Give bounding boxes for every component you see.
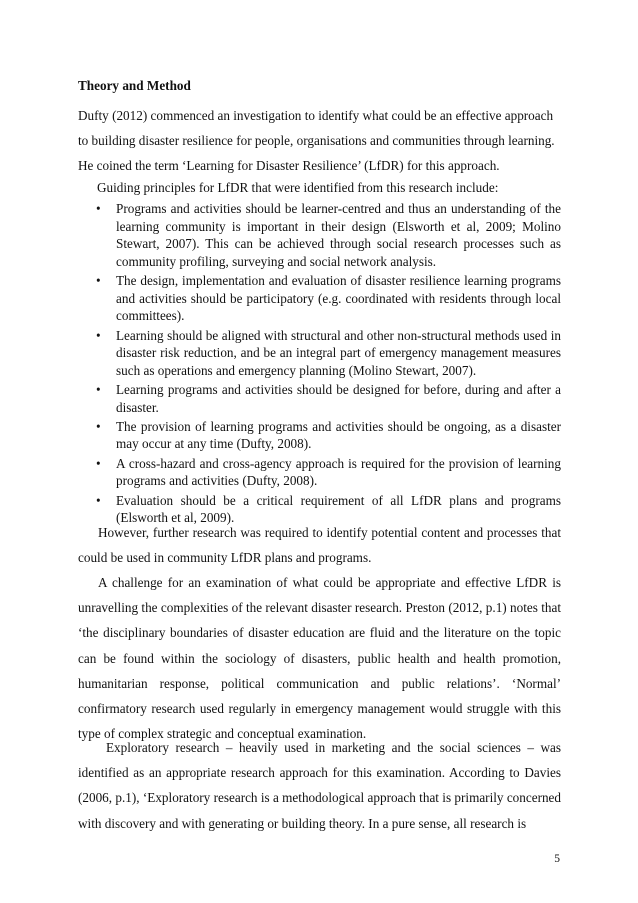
bullet-icon: • bbox=[96, 455, 101, 471]
list-item bbox=[96, 327, 561, 380]
challenge-paragraph: A challenge for an examination of what could be appropriate and effective LfDR is unravelling the complexities of the relevant disaster research. Preston (2012, p.1) notes that ‘the disciplinary boundaries of disaster education are fluid and the literature on the topic can be found within the sociology of disasters, public health and health promotion, humanitarian response, political communication and public relations’. ‘Normal’ confirmatory research used regularly in emergency management would struggle with this type of complex strategic and conceptual examination. bbox=[78, 575, 561, 742]
further-research-paragraph: However, further research was required to identify potential content and processes that could be used in community LfDR plans and programs. bbox=[78, 525, 561, 566]
bullet-icon: • bbox=[96, 418, 101, 434]
bullet-icon: • bbox=[96, 382, 101, 397]
list-item bbox=[96, 418, 561, 453]
intro-paragraph: Dufty (2012) commenced an investigation to identify what could be an effective approach to building disaster resilience for people, organisations and communities through learning. He coined the term ‘Learning for Disaster Resilience’ (LfDR) for this approach. bbox=[78, 108, 555, 174]
list-item-text: Evaluation should be a critical requirement of all LfDR plans and programs (Elsworth et al, 2009). bbox=[116, 492, 561, 526]
list-item-text: Learning programs and activities should be designed for before, during and after a disaster. bbox=[116, 382, 561, 415]
list-item-text: Learning should be aligned with structural and other non-structural methods used in disaster risk reduction, and be an integral part of emergency management measures such as operations and emergency planning (Molino Stewart, 2007). bbox=[116, 327, 561, 378]
section-heading: Theory and Method bbox=[78, 78, 191, 93]
exploratory-research-paragraph: Exploratory research – heavily used in marketing and the social sciences – was identified as an appropriate research approach for this examination. According to Davies (2006, p.1), ‘Exploratory research is a methodological approach that is primarily concerned with discovery and with generating or building theory. In a pure sense, all research is bbox=[78, 740, 561, 831]
list-item bbox=[96, 455, 561, 490]
bullet-icon: • bbox=[96, 327, 101, 343]
list-item bbox=[96, 272, 561, 325]
list-item-text: The provision of learning programs and activities should be ongoing, as a disaster may occur at any time (Dufty, 2008). bbox=[116, 418, 561, 452]
bullet-icon: • bbox=[96, 273, 101, 289]
page-number: 5 bbox=[554, 853, 560, 865]
principles-list bbox=[96, 200, 561, 529]
list-item-text: Programs and activities should be learner-centred and thus an understanding of the learning community is important in their design (Elsworth et al, 2009; Molino Stewart, 2007). This can be achieved through social research processes such as community profiling, surveying and social network analysis. bbox=[116, 201, 561, 269]
list-item bbox=[96, 381, 561, 416]
bullet-icon: • bbox=[96, 201, 101, 216]
list-item-text: The design, implementation and evaluation of disaster resilience learning programs and activities should be participatory (e.g. coordinated with residents through local committees). bbox=[116, 273, 561, 324]
list-item bbox=[96, 200, 561, 270]
guiding-principles-intro: Guiding principles for LfDR that were identified from this research include: bbox=[97, 180, 499, 195]
list-item-text: A cross-hazard and cross-agency approach is required for the provision of learning programs and activities (Dufty, 2008). bbox=[116, 455, 561, 489]
bullet-icon: • bbox=[96, 492, 101, 508]
